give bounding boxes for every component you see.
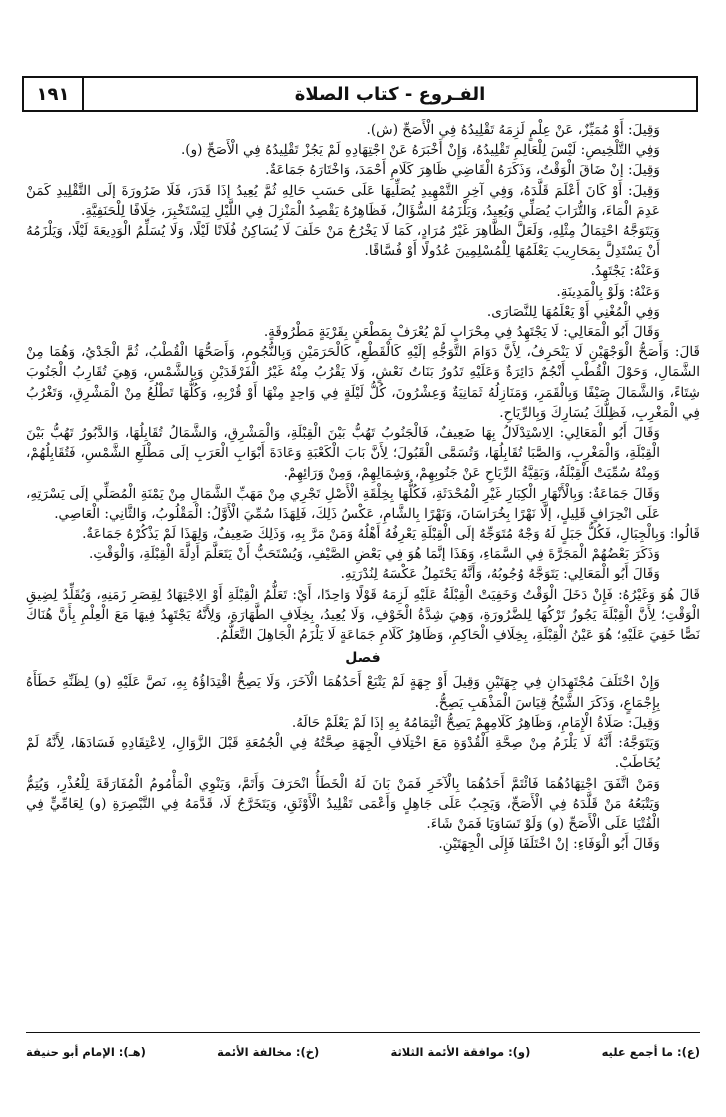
paragraph: وَفِي الْمُغْنِي أَوْ يَعْلَمُهَا لِلنَّصَارَى. xyxy=(486,303,660,320)
paragraph: وَفِي التَّلْخِيصِ: لَيْسَ لِلْعَالِمِ تَقْلِيدُهُ، وَإِنْ أَخْبَرَهُ عَنْ اجْتِهَادِهِ لَمْ يَجُزْ تَقْلِيدُهُ فِي الْأَصَحِّ (و). xyxy=(180,142,660,159)
paragraph: قَالَ هُوَ وَغَيْرُهُ: فَإِنْ دَخَلَ الْوَقْتُ وَخَفِيَتْ الْقِبْلَةُ عَلَيْهِ لَزِمَهُ قَوْلًا وَاحِدًا، أَيْ: تَعَلُّمُ الْقِبْلَةِ أَوْ الِاجْتِهَادُ لِقِصَرِ زَمَنِهِ، وَيُقَلِّدُ لِضِيقِ الْوَقْتِ؛ لِأَنَّ الْقِبْلَةَ يَجُوزُ تَرْكُهَا لِلضَّرُورَةِ، وَهِيَ شِدَّةُ الْخَوْفِ، وَلَا يُعِيدُ، بِخِلَافِ الطَّهَارَةِ، وَلِأَنَّهُ يَجْتَهِدُ فِيهَا مَعَ الْعِلْمِ بِأَنَّ هُنَاكَ نَصًّا خَفِيَ عَلَيْهِ؛ هُوَ عَيْنُ الْقِبْلَةِ، بِخِلَافِ الْحَاكِمِ، وَظَاهِرُ كَلَامِ جَمَاعَةٍ لَا يَلْزَمُ الْجَاهِلَ التَّعَلُّمُ. xyxy=(26,586,700,644)
section-title: فصل xyxy=(345,650,381,667)
paragraph: وَيَتَوَجَّهُ احْتِمَالُ مِثْلِهِ، وَلَعَلَّ الظَّاهِرَ غَيْرُ مُرَادٍ، كَمَا لَا يَخْرُجُ مَنْ حَلَفَ لَا يُسَاكِنُ فُلَانًا لَيْلًا، وَلَا يُسَلِّمُ الْوَدِيعَةَ لَيْلًا، وَيَلْزَمُهُ أَنْ يَسْتَدِلَّ بِمَحَارِيبَ يَعْلَمُهَا لِلْمُسْلِمِينَ عُدُولًا أَوْ فُسَّاقًا. xyxy=(26,223,661,260)
footer-legend xyxy=(26,1040,700,1064)
footer-divider xyxy=(26,1032,700,1033)
paragraph: وَقِيلَ: إنْ ضَاقَ الْوَقْتُ، وَذَكَرَهُ الْقَاضِي ظَاهِرَ كَلَامِ أَحْمَدَ، وَاخْتَارَهُ جَمَاعَةٌ. xyxy=(265,162,660,179)
paragraph: وَقِيلَ: أَوْ مُمَيِّزٌ، عَنْ عِلْمٍ لَزِمَهُ تَقْلِيدُهُ فِي الْأَصَحِّ (ش). xyxy=(366,122,660,138)
paragraph: وَقَالَ أَبُو الْمَعَالِي: لَا يَجْتَهِدُ فِي مِحْرَابٍ لَمْ يُعْرَفْ بِمَطْعَنٍ بِقَرْيَةٍ مَطْرُوقَةٍ. xyxy=(263,324,660,341)
page-body xyxy=(26,120,700,854)
running-header xyxy=(22,76,698,112)
paragraph: وَإِنْ اخْتَلَفَ مُجْتَهِدَانِ فِي جِهَتَيْنِ وَقِيلَ أَوْ جِهَةٍ لَمْ يَتْبَعْ أَحَدُهُمَا الْآخَرَ، وَلَا يَصِحُّ اقْتِدَاؤُهُ بِهِ، نَصَّ عَلَيْهِ (و) لِظَنِّهِ خَطَأَهُ بِإِجْمَاعٍ، وَذَكَرَ الشَّيْخُ قِيَاسَ الْمَذْهَبِ يَصِحُّ. xyxy=(26,674,660,711)
page-number: ١٩١ xyxy=(24,78,84,110)
paragraphs-block-2 xyxy=(26,672,700,854)
paragraph: وَقِيلَ: صَلَاةُ الْإِمَامِ، وَظَاهِرُ كَلَامِهِمْ يَصِحُّ ائْتِمَامُهُ بِهِ إذَا لَمْ يَعْلَمْ حَالَهُ. xyxy=(291,714,660,731)
paragraph: قَالَ: وَأَصَحُّ الْوَجْهَيْنِ لَا يَنْحَرِفُ، لِأَنَّ دَوَامَ التَّوَجُّهِ إلَيْهِ كَالْقَطْعِ، كَالْحَرَمَيْنِ وَبِالنُّجُومِ، وَأَصَحُّهَا الْقُطْبُ، ثُمَّ الْجَدْيُ، وَهُمَا مِنْ الشَّمَالِ، وَحَوْلَ الْقُطْبِ أَنْجُمٌ دَائِرَةٌ وَعَلَيْهِ تَدُورُ بَنَاتُ نَعْشٍ، وَلَا يَقْرُبُ مِنْهُ غَيْرُ الْفَرْقَدَيْنِ وَبِالشَّمْسِ، وَهِيَ تُقَارِبُ الْجَنُوبَ شِتَاءً، وَالشَّمَالَ صَيْفًا وَبِالْقَمَرِ، وَمَنَازِلُهُ ثَمَانِيَةٌ وَعِشْرُونَ، كُلُّ لَيْلَةٍ فِي وَاحِدٍ مِنْهَا أَوْ قُرْبِهِ، وَكُلُّهَا تَطْلُعُ مِنْ الْمَشْرِقِ، وَتَغْرُبُ فِي الْمَغْرِبِ، فَظِلُّكَ يُسَارِكَ وَبِالرِّيَاحِ. xyxy=(26,344,700,421)
legend-abu-hanifa: (هـ): الإمام أبو حنيفة xyxy=(26,1045,146,1059)
paragraph: وَقَالَ أَبُو الْوَفَاءِ: إنْ اخْتَلَفَا فَإِلَى الْجِهَتَيْنِ. xyxy=(438,836,660,853)
paragraph: وَمَنْ اتَّفَقَ اجْتِهَادُهُمَا فَائْتَمَّ أَحَدُهُمَا بِالْآخَرِ فَمَنْ بَانَ لَهُ الْخَطَأُ انْحَرَفَ وَأَتَمَّ، وَيَنْوِي الْمَأْمُومُ الْمُفَارَقَةَ لِلْعُذْرِ، وَيُتِمُّ وَيَتْبَعُهُ مَنْ قَلَّدَهُ فِي الْأَصَحِّ، وَيَجِبُ عَلَى جَاهِلٍ وَأَعْمَى تَقْلِيدُ الْأَوْثَقِ، وَيَتَخَرَّجُ لَا، قَدَّمَهُ فِي التَّبْصِرَةِ (و) لِعَامِّيٍّ فِي الْفُتْيَا عَلَى الْأَصَحِّ (و) وَلَوْ تَسَاوَيَا فَمَنْ شَاءَ. xyxy=(26,775,660,832)
legend-consensus: (ع): ما أجمع عليه xyxy=(601,1045,700,1059)
paragraph: وَقِيلَ: أَوْ كَانَ أَعْلَمَ قَلَّدَهُ، وَفِي آخِرِ التَّمْهِيدِ يُصَلِّيهَا عَلَى حَسَبِ حَالِهِ ثُمَّ يُعِيدُ إذَا قَدَرَ، فَلَا ضَرُورَةَ إلَى التَّقْلِيدِ كَمَنْ عَدِمَ الْمَاءَ، وَالتُّرَابَ يُصَلِّي وَيُعِيدُ، وَيَلْزَمُهُ السُّؤَالُ، فَظَاهِرُهُ يَقْصِدُ الْمَنْزِلَ فِي اللَّيْلِ لِيَسْتَخْبِرَ، خِلَافًا لِلْحَنَفِيَّةِ. xyxy=(26,182,660,219)
paragraph: وَذَكَرَ بَعْضُهُمْ الْمَجَرَّةَ فِي السَّمَاءِ، وَهَذَا إنَّمَا هُوَ فِي بَعْضِ الصَّيْفِ، وَيُسْتَحَبُّ أَنْ يَتَعَلَّمَ أَدِلَّةَ الْقِبْلَةِ، وَالْوَقْتِ. xyxy=(89,546,660,563)
paragraph: وَعَنْهُ: يَجْتَهِدُ. xyxy=(590,263,660,280)
paragraph: وَقَالَ أَبُو الْمَعَالِي: الِاسْتِدْلَالُ بِهَا ضَعِيفٌ، فَالْجَنُوبُ تَهُبُّ بَيْنَ الْقِبْلَةِ، وَالْمَشْرِقِ، وَالشَّمَالُ تُقَابِلُهَا، وَالدَّبُورُ تَهُبُّ بَيْنَ الْقِبْلَةِ، وَالْمَغْرِبِ، وَالصَّبَا تُقَابِلُهَا، وَتُسَمَّى الْقَبُولَ؛ لِأَنَّ بَابَ الْكَعْبَةِ وَعَادَةَ أَبْوَابِ الْعَرَبِ إلَى مَطْلَعِ الشَّمْسِ، فَتُقَابِلُهُمْ، وَمِنْهُ سُمِّيَتْ الْقِبْلَةُ، وَبَقِيَّةُ الرِّيَاحِ عَنْ جَنُوبِهِمْ، وَشِمَالِهِمْ، وَمِنْ وَرَائِهِمْ. xyxy=(26,425,660,482)
legend-imams-disagree: (خ): مخالفة الأئمة xyxy=(217,1045,320,1059)
header-title: الفـروع - كتاب الصلاة xyxy=(294,83,486,105)
paragraph: وَعَنْهُ: وَلَوْ بِالْمَدِينَةِ. xyxy=(556,283,660,300)
paragraph: وَقَالَ أَبُو الْمَعَالِي: يَتَوَجَّهُ وُجُوبُهُ، وَأَنَّهُ يَحْتَمِلُ عَكْسَهُ لِنُدْرَتِهِ. xyxy=(340,566,660,583)
paragraphs-block-1 xyxy=(26,120,700,645)
paragraph: وَيَتَوَجَّهُ: أَنَّهُ لَا يَلْزَمُ مِنْ صِحَّةِ الْقُدْوَةِ مَعَ اخْتِلَافِ الْجِهَةِ صِحَّتُهُ فِي الْجُمُعَةِ قَبْلَ الزَّوَالِ، لِاعْتِقَادِهِ فَسَادَهَا، لِأَنَّهُ لَمْ يُخَاطَبْ. xyxy=(26,735,660,772)
paragraph: قَالُوا: وَبِالْجِبَالِ، فَكُلُّ جَبَلٍ لَهُ وَجْهٌ مُتَوَجِّهٌ إلَى الْقِبْلَةِ يَعْرِفُهُ أَهْلُهُ وَمَنْ مَرَّ بِهِ، وَذَلِكَ ضَعِيفٌ، وَلِهَذَا لَمْ يَذْكُرْهُ جَمَاعَةٌ. xyxy=(82,526,700,543)
legend-three-imams: (و): موافقة الأئمة الثلاثة xyxy=(390,1045,531,1059)
paragraph: وَقَالَ جَمَاعَةٌ: وَبِالْأَنْهَارِ الْكِبَارِ غَيْرِ الْمُحْدَثَةِ، فَكُلُّهَا بِخِلْقَةِ الْأَصْلِ تَجْرِي مِنْ مَهَبِّ الشَّمَالِ مِنْ يَمْنَةِ الْمُصَلِّي إلَى يَسْرَتِهِ، عَلَى انْحِرَافٍ قَلِيلٍ، إلَّا نَهْرًا بِخُرَاسَانَ، وَنَهْرًا بِالشَّامِ، عَكْسُ ذَلِكَ، فَلِهَذَا سُمِّيَ الْأَوَّلُ: الْمَقْلُوبُ، وَالثَّانِي: الْعَاصِي. xyxy=(26,485,660,522)
